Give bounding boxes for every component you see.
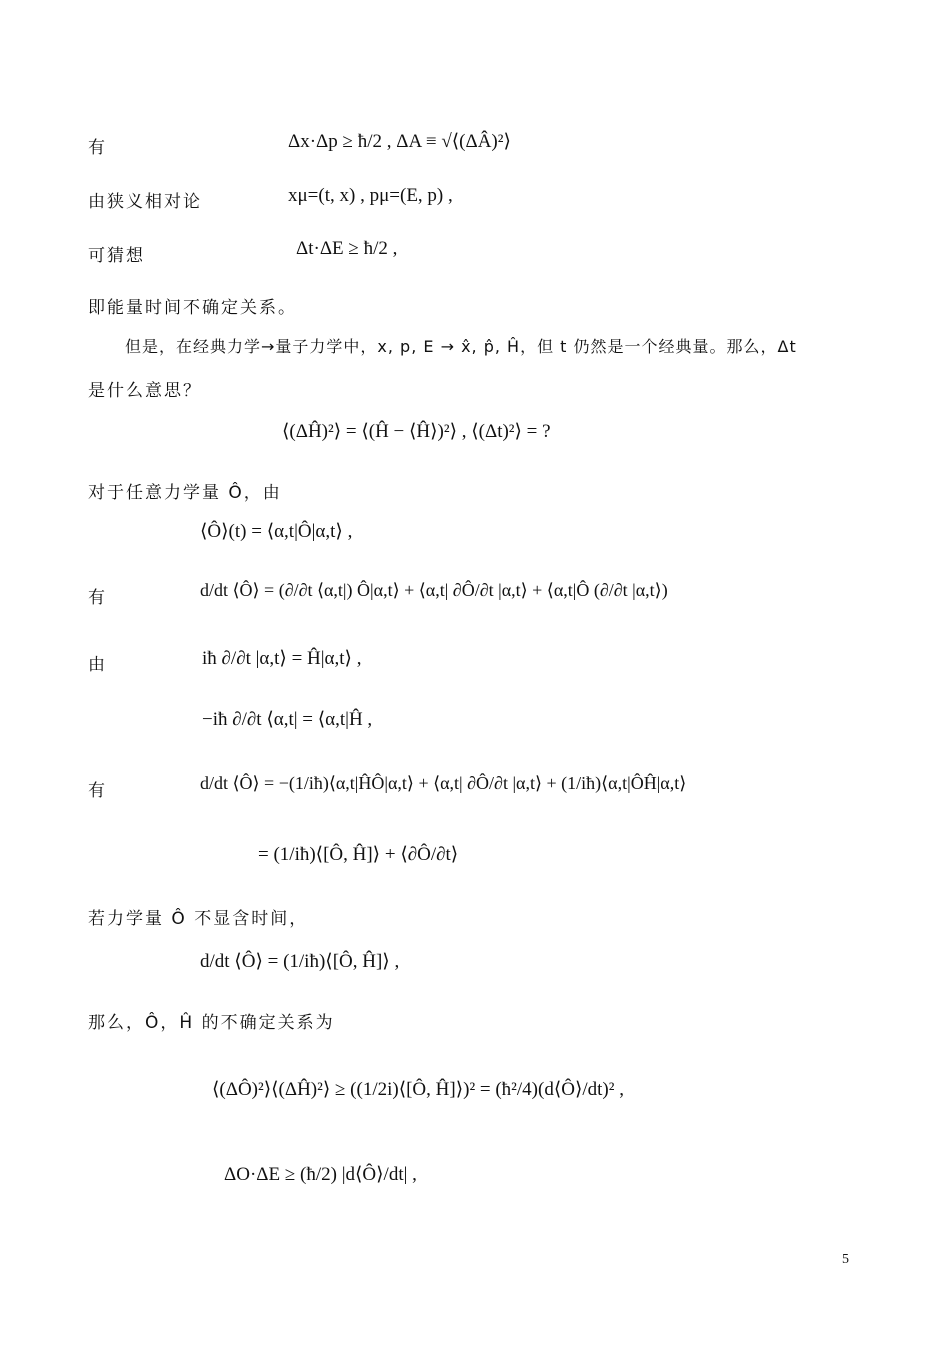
equation-expectation-value: ⟨Ô⟩(t) = ⟨α,t|Ô|α,t⟩ , <box>200 521 353 542</box>
equation-position-momentum-uncertainty: Δx·Δp ≥ ħ/2 , ΔA ≡ √⟨(ΔÂ)²⟩ <box>288 131 511 152</box>
label-conjecture: 可猜想 <box>88 246 145 266</box>
paragraph-uncertainty-intro: 那么，Ô，Ĥ 的不确定关系为 <box>88 1013 335 1033</box>
label-from: 由 <box>88 655 107 675</box>
equation-schrodinger-ket: iħ ∂/∂t |α,t⟩ = Ĥ|α,t⟩ , <box>202 648 362 669</box>
paragraph-arbitrary-observable: 对于任意力学量 Ô，由 <box>88 483 282 503</box>
equation-time-energy-result: ΔO·ΔE ≥ (ħ/2) |d⟨Ô⟩/dt| , <box>224 1164 417 1185</box>
equation-ehrenfest: d/dt ⟨Ô⟩ = (1/iħ)⟨[Ô, Ĥ]⟩ , <box>200 951 400 972</box>
equation-variance-comparison: ⟨(ΔĤ)²⟩ = ⟨(Ĥ − ⟨Ĥ⟩)²⟩ , ⟨(Δt)²⟩ = ? <box>282 421 551 442</box>
page-number: 5 <box>842 1252 849 1267</box>
label-special-relativity: 由狭义相对论 <box>88 192 202 212</box>
paragraph-energy-time-relation: 即能量时间不确定关系。 <box>88 298 297 318</box>
equation-time-energy-guess: Δt·ΔE ≥ ħ/2 , <box>296 238 398 259</box>
equation-schrodinger-bra: −iħ ∂/∂t ⟨α,t| = ⟨α,t|Ĥ , <box>202 709 373 730</box>
label-you-2: 有 <box>88 588 107 608</box>
equation-derivative-substituted: d/dt ⟨Ô⟩ = −(1/iħ)⟨α,t|ĤÔ|α,t⟩ + ⟨α,t| ∂Ô/∂t |α,t⟩ + (1/iħ)⟨α,t|ÔĤ|α,t⟩ <box>200 773 687 793</box>
equation-general-uncertainty: ⟨(ΔÔ)²⟩⟨(ΔĤ)²⟩ ≥ ((1/2i)⟨[Ô, Ĥ]⟩)² = (ħ²/4)(d⟨Ô⟩/dt)² , <box>212 1079 624 1100</box>
paragraph-no-explicit-time: 若力学量 Ô 不显含时间， <box>88 909 309 929</box>
label-you-3: 有 <box>88 781 107 801</box>
equation-four-vectors: xμ=(t, x) , pμ=(E, p) , <box>288 185 453 206</box>
paragraph-question: 是什么意思？ <box>88 381 202 401</box>
label-you-1: 有 <box>88 138 107 158</box>
paragraph-classical-quantum: 但是，在经典力学→量子力学中，x, p, E → x̂, p̂, Ĥ，但 t 仍然是一个经典量。那么，Δt <box>125 337 797 356</box>
equation-time-derivative-expansion: d/dt ⟨Ô⟩ = (∂/∂t ⟨α,t|) Ô|α,t⟩ + ⟨α,t| ∂Ô/∂t |α,t⟩ + ⟨α,t|Ô (∂/∂t |α,t⟩) <box>200 580 668 600</box>
equation-heisenberg-form: = (1/iħ)⟨[Ô, Ĥ]⟩ + ⟨∂Ô/∂t⟩ <box>258 844 459 865</box>
